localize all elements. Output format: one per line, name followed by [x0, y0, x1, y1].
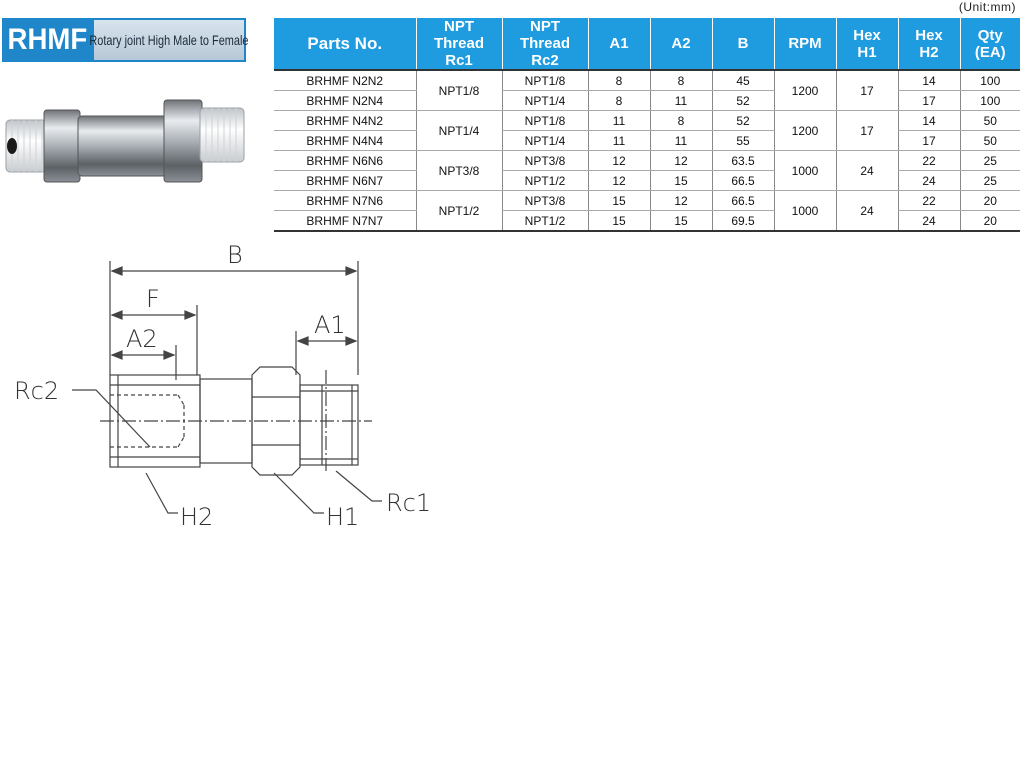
cell-a2: 11 — [650, 91, 712, 111]
column-header — [416, 18, 502, 70]
cell-b: 63.5 — [712, 151, 774, 171]
cell-part-no: BRHMF N2N4 — [274, 91, 416, 111]
cell-rc2: NPT1/8 — [502, 111, 588, 131]
cell-qty: 50 — [960, 131, 1020, 151]
unit-note: (Unit:mm) — [958, 0, 1016, 14]
dimension-drawing — [0, 235, 460, 535]
cell-h2: 22 — [898, 151, 960, 171]
column-header-line: Qty — [977, 26, 1003, 44]
cell-qty: 100 — [960, 91, 1020, 111]
column-header — [588, 18, 650, 70]
cell-h2: 14 — [898, 111, 960, 131]
column-header-line: A1 — [609, 35, 629, 52]
column-header-line: Rc2 — [531, 52, 559, 69]
cell-part-no: BRHMF N2N2 — [274, 70, 416, 91]
table-header-row — [274, 18, 1020, 70]
cell-h1: 17 — [836, 70, 898, 111]
cell-h2: 14 — [898, 70, 960, 91]
cell-qty: 25 — [960, 151, 1020, 171]
table-row — [274, 70, 1020, 91]
table-row — [274, 171, 1020, 191]
dim-label-f: F — [146, 285, 160, 313]
cell-b: 45 — [712, 70, 774, 91]
cell-h2: 17 — [898, 91, 960, 111]
cell-rc2: NPT1/4 — [502, 91, 588, 111]
cell-a1: 11 — [588, 131, 650, 151]
cell-a1: 15 — [588, 211, 650, 232]
product-badge — [2, 18, 249, 62]
column-header-line: Hex — [853, 26, 881, 44]
dim-label-a1: A1 — [314, 311, 346, 339]
product-description-box — [89, 20, 249, 60]
column-header — [502, 18, 588, 70]
cell-qty: 50 — [960, 111, 1020, 131]
column-header-line: B — [737, 35, 749, 52]
cell-a1: 8 — [588, 70, 650, 91]
cell-a1: 12 — [588, 151, 650, 171]
cell-qty: 20 — [960, 211, 1020, 232]
cell-rc2: NPT1/2 — [502, 171, 588, 191]
table-row — [274, 111, 1020, 131]
specs-table — [274, 18, 1020, 232]
column-header-line: H2 — [919, 43, 939, 61]
column-header-line: Rc1 — [445, 52, 473, 69]
product-photo — [0, 70, 270, 210]
column-header-line: A2 — [671, 35, 691, 52]
cell-h2: 22 — [898, 191, 960, 211]
cell-a2: 8 — [650, 70, 712, 91]
dim-label-h2: H2 — [180, 503, 214, 531]
cell-part-no: BRHMF N7N7 — [274, 211, 416, 232]
cell-b: 69.5 — [712, 211, 774, 232]
column-header — [274, 18, 416, 70]
column-header — [712, 18, 774, 70]
cell-rpm: 1200 — [774, 111, 836, 151]
cell-b: 52 — [712, 91, 774, 111]
cell-part-no: BRHMF N6N6 — [274, 151, 416, 171]
cell-a1: 12 — [588, 171, 650, 191]
column-header-line: H1 — [857, 43, 877, 61]
table-row — [274, 211, 1020, 232]
cell-rc1: NPT1/4 — [416, 111, 502, 151]
column-header-line: Parts No. — [307, 34, 383, 53]
table-row — [274, 191, 1020, 211]
cell-a1: 15 — [588, 191, 650, 211]
cell-rc2: NPT3/8 — [502, 191, 588, 211]
cell-h2: 17 — [898, 131, 960, 151]
cell-rc2: NPT1/4 — [502, 131, 588, 151]
column-header — [774, 18, 836, 70]
column-header — [898, 18, 960, 70]
cell-rpm: 1000 — [774, 191, 836, 232]
column-header-line: (EA) — [974, 43, 1006, 61]
cell-b: 52 — [712, 111, 774, 131]
table-row — [274, 131, 1020, 151]
cell-rc1: NPT3/8 — [416, 151, 502, 191]
cell-part-no: BRHMF N4N4 — [274, 131, 416, 151]
cell-rpm: 1200 — [774, 70, 836, 111]
cell-rc2: NPT1/2 — [502, 211, 588, 232]
table-body — [274, 70, 1020, 231]
cell-b: 66.5 — [712, 171, 774, 191]
cell-rc2: NPT3/8 — [502, 151, 588, 171]
column-header — [836, 18, 898, 70]
cell-h1: 17 — [836, 111, 898, 151]
table-row — [274, 151, 1020, 171]
column-header-line: NPT Thread — [433, 18, 484, 52]
cell-qty: 25 — [960, 171, 1020, 191]
cell-rc1: NPT1/2 — [416, 191, 502, 232]
column-header-line: RPM — [788, 35, 822, 52]
cell-rc2: NPT1/8 — [502, 70, 588, 91]
table-row — [274, 91, 1020, 111]
cell-a1: 11 — [588, 111, 650, 131]
cell-part-no: BRHMF N6N7 — [274, 171, 416, 191]
cell-part-no: BRHMF N4N2 — [274, 111, 416, 131]
column-header-line: Hex — [915, 26, 943, 44]
cell-part-no: BRHMF N7N6 — [274, 191, 416, 211]
dim-label-a2: A2 — [126, 325, 158, 353]
cell-a2: 15 — [650, 211, 712, 232]
cell-a2: 12 — [650, 191, 712, 211]
cell-a2: 11 — [650, 131, 712, 151]
cell-a2: 15 — [650, 171, 712, 191]
cell-h1: 24 — [836, 151, 898, 191]
cell-qty: 100 — [960, 70, 1020, 91]
cell-b: 66.5 — [712, 191, 774, 211]
cell-h2: 24 — [898, 171, 960, 191]
cell-a2: 8 — [650, 111, 712, 131]
column-header — [650, 18, 712, 70]
column-header — [960, 18, 1020, 70]
cell-rc1: NPT1/8 — [416, 70, 502, 111]
column-header-line: NPT Thread — [519, 18, 570, 52]
dim-label-b: B — [227, 241, 243, 269]
dim-label-h1: H1 — [326, 503, 360, 531]
cell-h2: 24 — [898, 211, 960, 232]
cell-b: 55 — [712, 131, 774, 151]
cell-a1: 8 — [588, 91, 650, 111]
cell-a2: 12 — [650, 151, 712, 171]
dim-label-rc2: Rc2 — [14, 377, 60, 405]
cell-qty: 20 — [960, 191, 1020, 211]
cell-rpm: 1000 — [774, 151, 836, 191]
product-code: RHMF — [7, 23, 88, 56]
product-description: Rotary joint High Male to Female — [89, 32, 249, 48]
cell-h1: 24 — [836, 191, 898, 232]
dim-label-rc1: Rc1 — [386, 489, 432, 517]
